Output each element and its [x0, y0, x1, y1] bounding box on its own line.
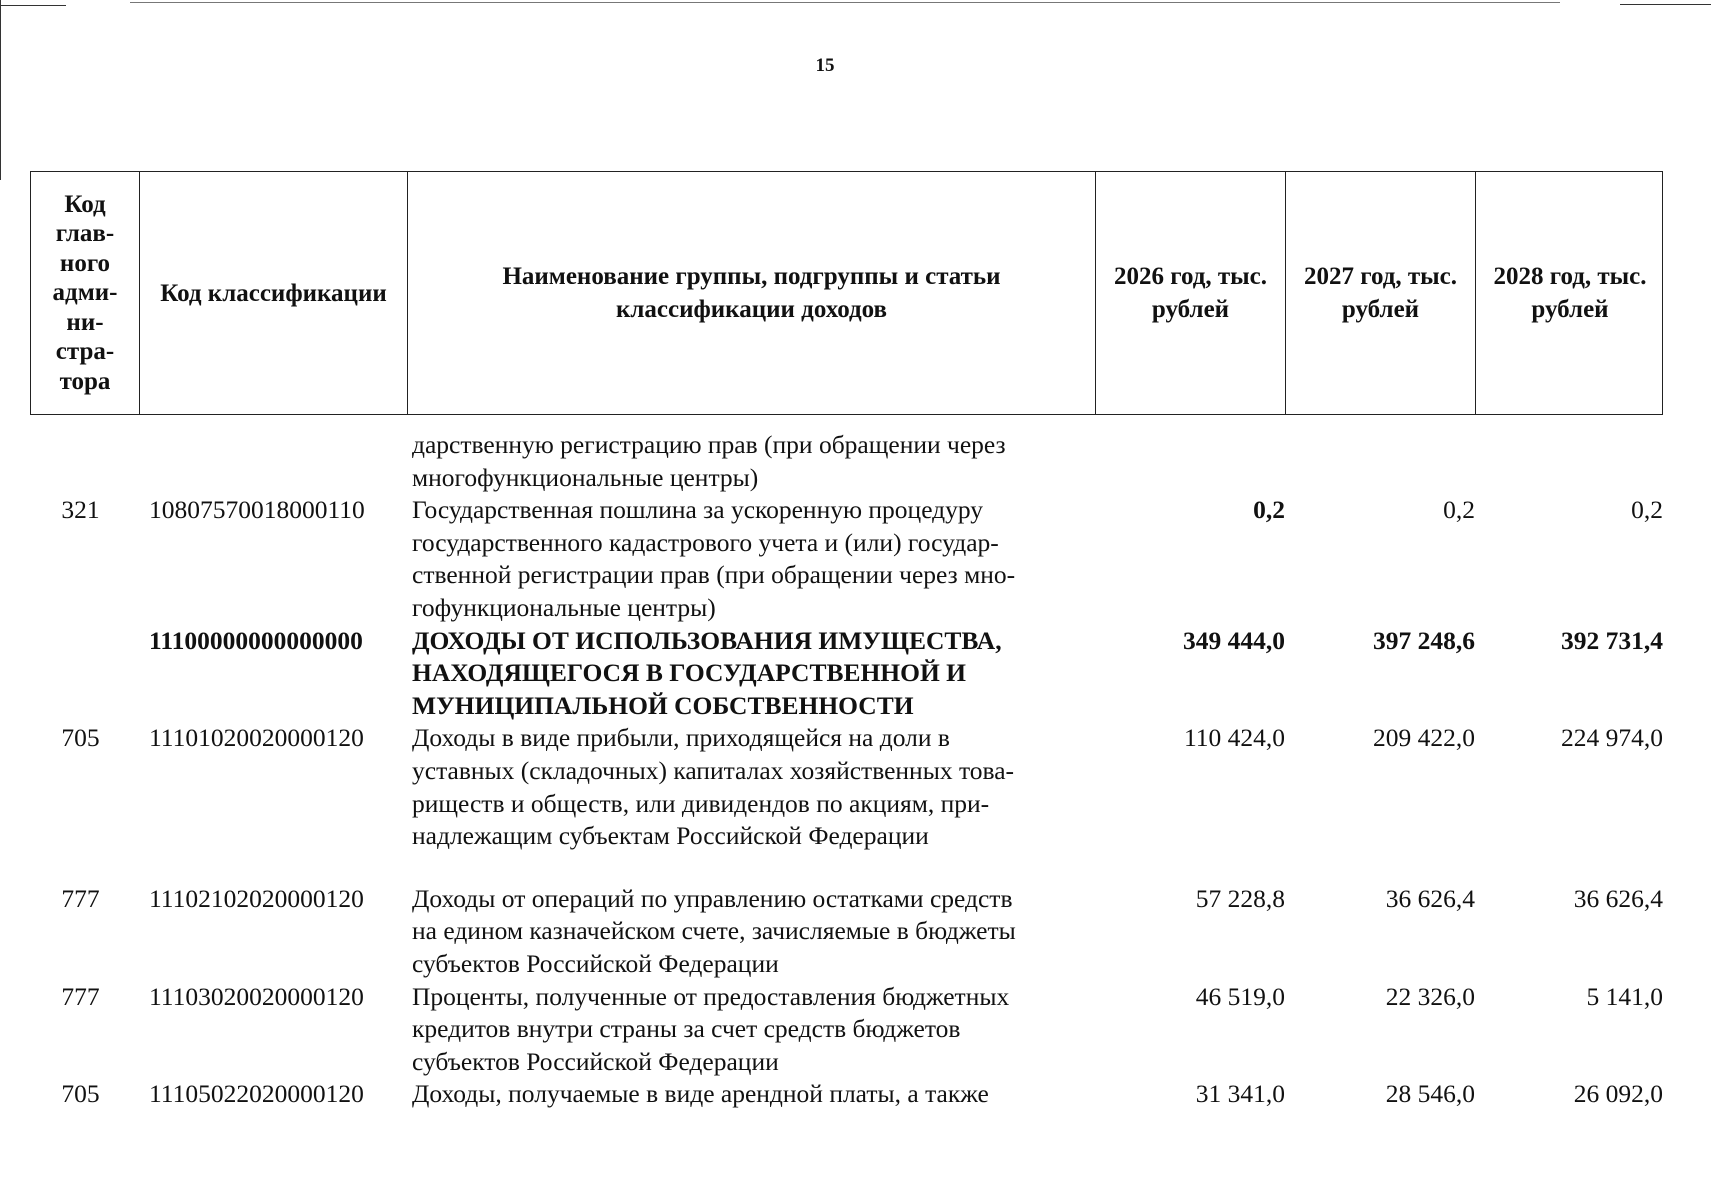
- name-line: Доходы от операций по управлению остатками средств: [412, 883, 1013, 913]
- name-line: на едином казначейском счете, зачисляемые в бюджеты: [412, 916, 1016, 946]
- name-cell: [407, 722, 1095, 852]
- header-admin-line: стра-: [55, 338, 115, 366]
- classification-code-cell: 11100000000000000: [149, 625, 363, 655]
- name-line: субъектов Российской Федерации: [412, 1046, 779, 1076]
- value-2026-cell: 57 228,8: [1195, 883, 1285, 913]
- value-2027-cell: 36 626,4: [1385, 883, 1475, 913]
- value-2026-cell: 349 444,0: [1183, 625, 1285, 655]
- revenue-table: [30, 171, 1663, 1111]
- table-row: [30, 625, 1663, 723]
- name-line: уставных (складочных) капиталах хозяйственных това-: [412, 755, 1015, 785]
- name-line: Государственная пошлина за ускоренную процедуру: [412, 495, 984, 525]
- value-2026-cell: [1095, 429, 1285, 494]
- name-cell: [407, 625, 1095, 723]
- admin-code-cell: [30, 429, 139, 494]
- name-line: ственной регистрации прав (при обращении через мно-: [412, 560, 1016, 590]
- name-cell: [407, 981, 1095, 1079]
- header-admin-line: тора: [59, 367, 111, 395]
- name-cell: [407, 883, 1095, 981]
- value-2026-cell: 31 341,0: [1195, 1079, 1285, 1109]
- header-year-2026: 2026 год, тыс. рублей: [1096, 172, 1286, 414]
- table-row: [30, 429, 1663, 494]
- header-admin-code: [31, 172, 140, 414]
- value-2028-cell: 36 626,4: [1573, 883, 1663, 913]
- name-line: многофункциональные центры): [412, 462, 759, 492]
- admin-code-cell: 777: [61, 981, 100, 1011]
- admin-code-cell: [30, 625, 139, 723]
- header-year-2028: 2028 год, тыс. рублей: [1493, 263, 1647, 323]
- name-line: кредитов внутри страны за счет средств бюджетов: [412, 1014, 961, 1044]
- admin-code-cell: 705: [61, 723, 100, 753]
- scan-edge-top-left: [0, 5, 66, 6]
- value-2028-cell: 26 092,0: [1573, 1079, 1663, 1109]
- table-row: [30, 981, 1663, 1079]
- name-cell: [407, 494, 1095, 624]
- table-row: [30, 722, 1663, 852]
- name-line: субъектов Российской Федерации: [412, 948, 779, 978]
- name-line: дарственную регистрацию прав (при обращении через: [412, 430, 1006, 459]
- header-year-2027: 2027 год, тыс. рублей: [1286, 172, 1476, 414]
- name-line: надлежащим субъектам Российской Федерации: [412, 821, 929, 851]
- name-line: МУНИЦИПАЛЬНОЙ СОБСТВЕННОСТИ: [412, 690, 914, 720]
- value-2027-cell: [1285, 429, 1475, 494]
- table-row: [30, 494, 1663, 624]
- table-header: [30, 171, 1663, 415]
- header-admin-line: ного: [59, 249, 111, 277]
- admin-code-cell: 321: [61, 495, 100, 525]
- scan-edge-left: [0, 0, 1, 180]
- value-2028-cell: 5 141,0: [1586, 981, 1663, 1011]
- name-line: ДОХОДЫ ОТ ИСПОЛЬЗОВАНИЯ ИМУЩЕСТВА,: [412, 625, 1002, 655]
- header-classification-code: Код классификации: [140, 172, 408, 414]
- table-body: [30, 429, 1663, 1111]
- scan-edge-top: [130, 2, 1560, 3]
- name-cell: [407, 429, 1095, 494]
- classification-code-cell: 11105022020000120: [149, 1079, 364, 1109]
- value-2027-cell: 28 546,0: [1385, 1079, 1475, 1109]
- header-admin-line: адми-: [52, 279, 118, 307]
- value-2026-cell: 110 424,0: [1183, 723, 1285, 753]
- table-row: [30, 883, 1663, 981]
- value-2027-cell: 209 422,0: [1373, 723, 1475, 753]
- name-line: гофункциональные центры): [412, 592, 716, 622]
- name-line: Доходы, получаемые в виде арендной платы, а также: [412, 1079, 989, 1109]
- value-2027-cell: 397 248,6: [1373, 625, 1475, 655]
- name-line: Проценты, полученные от предоставления бюджетных: [412, 981, 1010, 1011]
- header-admin-line: ни-: [66, 308, 104, 336]
- classification-code-cell: 11101020020000120: [149, 723, 364, 753]
- admin-code-cell: 705: [61, 1079, 100, 1109]
- value-2026-cell: 46 519,0: [1195, 981, 1285, 1011]
- name-line: Доходы в виде прибыли, приходящейся на доли в: [412, 723, 950, 753]
- classification-code-cell: 11103020020000120: [149, 981, 364, 1011]
- admin-code-cell: 777: [61, 883, 100, 913]
- page-number: 15: [815, 55, 835, 76]
- name-line: НАХОДЯЩЕГОСЯ В ГОСУДАРСТВЕННОЙ И: [412, 658, 967, 688]
- classification-code-cell: [139, 429, 407, 494]
- value-2028-cell: [1475, 429, 1663, 494]
- name-line: риществ и обществ, или дивидендов по акциям, при-: [412, 788, 990, 818]
- header-admin-line: Код: [64, 190, 106, 218]
- value-2028-cell: 224 974,0: [1561, 723, 1663, 753]
- value-2028-cell: 392 731,4: [1561, 625, 1663, 655]
- name-cell: [407, 1078, 1095, 1111]
- classification-code-cell: 10807570018000110: [149, 495, 365, 525]
- value-2027-cell: 0,2: [1443, 495, 1475, 525]
- classification-code-cell: 11102102020000120: [149, 883, 364, 913]
- table-row: [30, 1078, 1663, 1111]
- header-admin-line: глав-: [55, 220, 115, 248]
- value-2028-cell: 0,2: [1631, 495, 1663, 525]
- value-2027-cell: 22 326,0: [1385, 981, 1475, 1011]
- header-name: Наименование группы, подгруппы и статьи классификации доходов: [408, 172, 1096, 414]
- value-2026-cell: 0,2: [1253, 495, 1285, 525]
- scan-edge-top-right: [1620, 4, 1711, 5]
- name-line: государственного кадастрового учета и (или) государ-: [412, 527, 999, 557]
